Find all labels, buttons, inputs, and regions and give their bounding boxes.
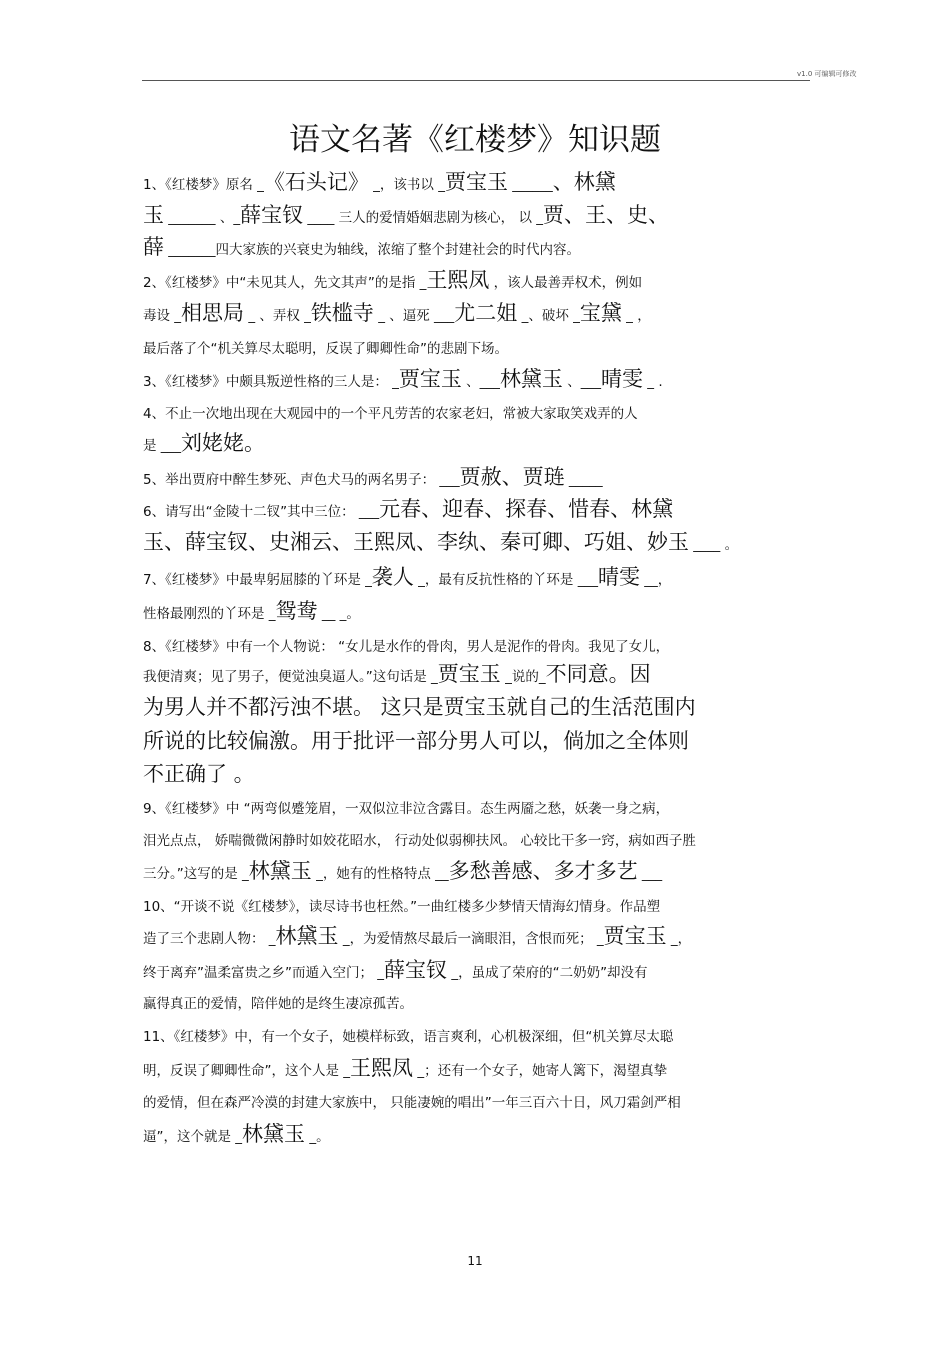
question-text: 造了三个悲剧人物： _ <box>143 931 276 947</box>
question-text: _说的_ <box>500 669 546 685</box>
answer-text: 铁槛寺 <box>310 301 374 325</box>
page-number: 11 <box>467 1254 483 1268</box>
answer-text: 玉 <box>143 203 164 227</box>
answer-text: 《石头记》 <box>263 170 369 194</box>
question-text: 4、不止一次地出现在大观园中的一个平凡劳苦的农家老妇，常被大家取笑戏弄的人 <box>143 406 638 422</box>
question-text: 、___ <box>562 374 601 390</box>
question-text: __ _。 <box>317 606 360 622</box>
text-line <box>143 987 413 1021</box>
answer-text: 多愁善感、多才多艺 <box>448 859 638 883</box>
question-text: _；还有一个女子，她寄人篱下，渴望真挚 <box>413 1063 668 1079</box>
question-text: 9、《红楼梦》中 “两弯似蹙笼眉，一双似泣非泣含露目。态生两靥之愁，妖袭一身之病， <box>143 801 670 817</box>
question-text: 明，反误了卿卿性命”，这个人是 _ <box>143 1063 351 1079</box>
answer-text: 鸳鸯 <box>275 599 318 623</box>
answer-text: 贾、王、史、 <box>543 203 670 227</box>
question-text: _， <box>666 931 692 947</box>
question-text: 泪光点点， 娇喘微微闲静时如姣花昭水， 行动处似弱柳扶风。 心较比干多一窍，病如西子胜 <box>143 833 696 849</box>
question-text: _。 <box>305 1129 330 1145</box>
answer-text: 贾宝玉 <box>398 367 462 391</box>
answer-text: 王熙凤 <box>426 268 490 292</box>
answer-text: 王熙凤 <box>350 1056 414 1080</box>
question-text: _______ 、_ <box>164 210 241 226</box>
text-line <box>143 426 265 460</box>
text-line <box>143 460 603 494</box>
question-text: __， <box>639 572 672 588</box>
question-text: 6、请写出“金陵十二钗”其中三位： ___ <box>143 504 380 520</box>
answer-text: 元春、迎春、探春、惜春、林黛 <box>379 497 674 521</box>
answer-text: 不同意。因 <box>545 662 651 686</box>
question-text: 10、“开谈不说《红楼梦》，读尽诗书也枉然。”一曲红楼多少梦情天情海幻情身。作品塑 <box>143 899 661 915</box>
question-text: _，最有反抗性格的丫环是 ___ <box>413 572 598 588</box>
question-text: 8、《红楼梦》中有一个人物说： “女儿是水作的骨肉，男人是泥作的骨肉。我见了女儿， <box>143 639 670 655</box>
answer-text: 袭人 <box>371 565 414 589</box>
text-line <box>143 525 738 559</box>
question-text: 、___ <box>461 374 500 390</box>
question-text: ___ <box>637 866 663 882</box>
answer-text: 为男人并不都污浊不堪。 这只是贾宝玉就自己的生活范围内 <box>143 695 696 719</box>
question-text: 3、《红楼梦》中颇具叛逆性格的三人是： _ <box>143 374 399 390</box>
answer-text: 宝黛 <box>579 301 622 325</box>
text-line <box>143 492 673 526</box>
header-rule <box>142 80 810 81</box>
answer-text: 贾赦、贾琏 <box>459 465 565 489</box>
question-text: _____ <box>564 472 603 488</box>
text-line <box>143 919 691 953</box>
question-text: 赢得真正的爱情，陪伴她的是终生凄凉孤苦。 <box>143 996 413 1012</box>
text-line <box>143 824 696 858</box>
answer-text: 玉、薛宝钗、史湘云、王熙凤、李纨、秦可卿、巧姐、妙玉 <box>143 530 689 554</box>
text-line <box>143 296 651 330</box>
question-text: 7、《红楼梦》中最卑躬屈膝的丫环是 _ <box>143 572 372 588</box>
text-line <box>143 1051 667 1085</box>
text-line <box>143 757 255 791</box>
question-text: _，为爱情熬尽最后一滴眼泪，含恨而死； _ <box>338 931 604 947</box>
question-text: _ ， <box>621 308 651 324</box>
question-text: 11、《红楼梦》中，有一个女子，她模样标致，语言爽利，心机极深细，但“机关算尽太聪 <box>143 1029 674 1045</box>
answer-text: 晴雯 <box>597 565 640 589</box>
question-text: 是 ___ <box>143 438 182 454</box>
question-text: 终于离弃”温柔富贵之乡”而遁入空门； _ <box>143 965 385 981</box>
text-line <box>143 953 648 987</box>
answer-text: 贾宝玉 <box>603 924 667 948</box>
answer-text: 薛宝钗 <box>384 958 448 982</box>
text-line <box>143 165 616 199</box>
answer-text: 薛 <box>143 235 164 259</box>
question-text: 逼”，这个就是 _ <box>143 1129 243 1145</box>
answer-text: 林黛玉 <box>275 924 339 948</box>
text-line <box>143 594 360 628</box>
answer-text: 相思局 <box>181 301 245 325</box>
answer-text: 贾宝玉 <box>444 170 508 194</box>
answer-text: 刘姥姥。 <box>181 431 266 455</box>
question-text: 三分。”这写的是 _ <box>143 866 249 882</box>
header-version-note: v1.0 可编辑可修改 <box>797 70 857 78</box>
question-text: 5、举出贾府中醉生梦死、声色犬马的两名男子： ___ <box>143 472 460 488</box>
question-text: _，该书以 _ <box>368 177 445 193</box>
text-line <box>143 230 580 264</box>
answer-text: 所说的比较偏激。用于批评一部分男人可以，倘加之全体则 <box>143 729 689 753</box>
text-line <box>143 690 696 724</box>
question-text: _ . <box>642 374 663 390</box>
question-text: 2、《红楼梦》中“未见其人，先文其声”的是指 _ <box>143 275 427 291</box>
text-line <box>143 792 669 826</box>
document-title: 语文名著《红楼梦》知识题 <box>289 122 661 158</box>
question-text: _ 、逼死 ___ <box>373 308 455 324</box>
question-text: _，虽成了荣府的“二奶奶”却没有 <box>447 965 648 981</box>
answer-text: 林黛玉 <box>499 367 563 391</box>
text-line <box>143 1086 681 1120</box>
question-text: 1、《红楼梦》原名 _ <box>143 177 264 193</box>
question-text: _，她有的性格特点 __ <box>311 866 449 882</box>
text-line <box>143 1020 673 1054</box>
question-text: ____ 。 <box>689 537 739 553</box>
text-line <box>143 263 642 297</box>
question-text: _______四大家族的兴衰史为轴线，浓缩了整个封建社会的时代内容。 <box>164 242 581 258</box>
question-text: ，该人最善弄权术，例如 <box>489 275 643 291</box>
question-text: 我便清爽；见了男子，便觉浊臭逼人。”这句话是 _ <box>143 669 438 685</box>
answer-text: 不正确了 。 <box>143 762 255 786</box>
answer-text: 薛宝钗 <box>240 203 304 227</box>
answer-text: 林黛玉 <box>242 1122 306 1146</box>
answer-text: 贾宝玉 <box>437 662 501 686</box>
answer-text: 晴雯 <box>600 367 643 391</box>
question-text: 的爱情，但在森严冷漠的封建大家族中， 只能凄婉的唱出”一年三百六十日，风刀霜剑严相 <box>143 1095 681 1111</box>
question-text: _、破坏 _ <box>517 308 580 324</box>
text-line <box>143 362 663 396</box>
answer-text: 林黛玉 <box>248 859 312 883</box>
question-text: ____ 三人的爱情婚姻悲剧为核心， 以 _ <box>303 210 544 226</box>
answer-text: 尤二姐 <box>454 301 518 325</box>
question-text: 性格最刚烈的丫环是 _ <box>143 606 276 622</box>
text-line <box>143 854 662 888</box>
text-line <box>143 657 651 691</box>
text-line <box>143 560 671 594</box>
text-line <box>143 332 508 366</box>
text-line <box>143 1117 330 1151</box>
question-text: _ 、弄权 _ <box>244 308 311 324</box>
question-text: 最后落了个“机关算尽太聪明，反误了卿卿性命”的悲剧下场。 <box>143 341 508 357</box>
question-text: ______ <box>507 177 553 193</box>
text-line <box>143 724 689 758</box>
question-text: 毒设 _ <box>143 308 182 324</box>
text-line <box>143 198 669 232</box>
answer-text: 、林黛 <box>552 170 616 194</box>
